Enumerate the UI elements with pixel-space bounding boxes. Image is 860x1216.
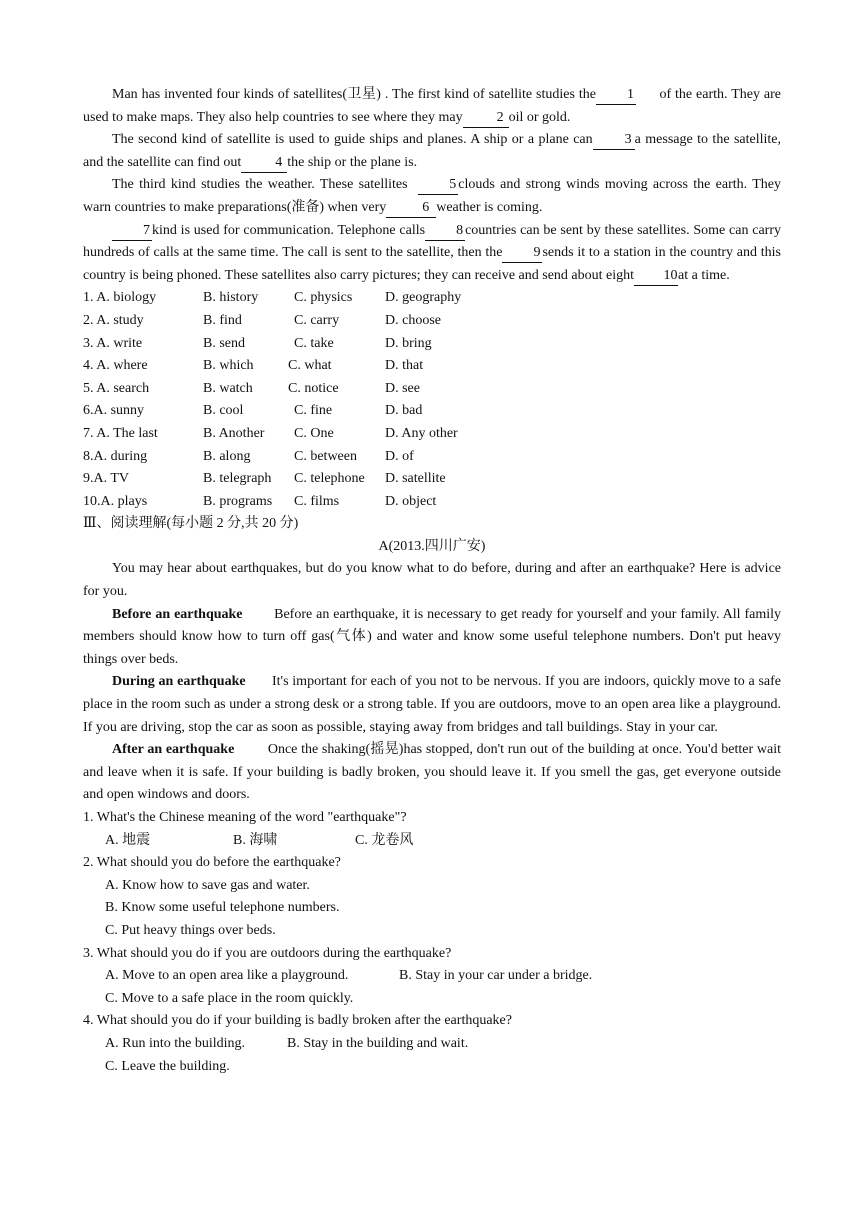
text: It's important for each of you not to be nervous. If you are indoors, quickly move to a safe place in the room such as under a strong desk or a strong table. If you are outdoors, move to an open area like a playground. If you are driving, stop the car as soon as possible, staying away from bridges and tall buildings. Stay in your car. — [83, 674, 781, 735]
text: Before an earthquake, it is necessary to get ready for yourself and your family. All family members should know how to turn off gas(气体) and water and know some useful telephone numbers. Don't put heavy things over beds. — [83, 606, 782, 667]
option-a: 4. A. where — [83, 358, 148, 374]
blank-9: 9 — [502, 244, 542, 263]
question-3: 3. What should you do if you are outdoors during the earthquake? — [83, 945, 452, 961]
answer-b: B. 海啸 — [233, 832, 278, 848]
option-a: 9.A. TV — [83, 471, 130, 487]
blank-6: 6 — [386, 199, 436, 218]
reading-intro: You may hear about earthquakes, but do you know what to do before, during and after an earthquake? Here is advice for you. — [83, 561, 781, 600]
option-row-8 — [83, 446, 781, 469]
option-c: C. take — [294, 335, 334, 351]
option-a: 1. A. biology — [83, 290, 157, 306]
option-row-7 — [83, 423, 781, 446]
option-d: D. see — [385, 380, 420, 396]
option-c: C. films — [294, 493, 340, 509]
text: Man has invented four kinds of satellites(卫星) . The first kind of satellite studies the — [112, 87, 596, 102]
option-a: 8.A. during — [83, 448, 148, 464]
passage-title: A(2013.四川广安) — [378, 538, 486, 554]
option-row-5 — [83, 378, 781, 401]
text: at a time. — [678, 267, 730, 283]
option-b: B. telegraph — [203, 471, 272, 487]
blank-1: 1 — [596, 86, 636, 105]
option-row-9 — [83, 468, 781, 491]
answer-b: B. Stay in your car under a bridge. — [399, 968, 593, 984]
text: a message to the satellite, and the satellite can find out — [83, 132, 781, 170]
option-c: C. notice — [288, 380, 339, 396]
option-b: B. cool — [203, 403, 244, 419]
option-a: 3. A. write — [83, 335, 143, 351]
subheading: During an earthquake — [112, 674, 246, 690]
option-row-2 — [83, 310, 781, 333]
cloze-paragraph-1 — [83, 84, 781, 129]
subheading: Before an earthquake — [112, 606, 243, 622]
blank-4: 4 — [241, 154, 287, 173]
option-d: D. object — [385, 493, 437, 509]
document-page — [83, 84, 781, 1078]
text: Once the shaking(摇晃)has stopped, don't run out of the building at once. You'd better wait and leave when it is safe. If your building is badly broken, you should leave it. If you smell the gas, get everyone outside and open windows and doors. — [83, 742, 781, 803]
cloze-paragraph-3 — [83, 174, 781, 219]
option-c: C. what — [288, 358, 332, 374]
answer-a: A. Know how to save gas and water. — [105, 877, 310, 893]
answer-a: A. 地震 — [105, 832, 151, 848]
subheading: After an earthquake — [112, 742, 235, 758]
text: oil or gold. — [508, 109, 571, 125]
text: kind is used for communication. Telephone calls — [152, 222, 426, 238]
blank-8: 8 — [425, 222, 465, 241]
question-4-answers — [105, 1033, 781, 1056]
option-b: B. programs — [203, 493, 273, 509]
option-c: C. physics — [294, 290, 353, 306]
blank-10: 10 — [634, 267, 678, 286]
answer-a: A. Run into the building. — [105, 1035, 245, 1051]
blank-3: 3 — [593, 131, 635, 150]
answer-c: C. Put heavy things over beds. — [105, 922, 276, 938]
option-c: C. One — [294, 425, 334, 441]
reading-paragraph-during — [83, 671, 781, 739]
option-row-6 — [83, 400, 781, 423]
text: The second kind of satellite is used to guide ships and planes. A ship or a plane can — [112, 132, 593, 148]
option-a: 5. A. search — [83, 380, 150, 396]
option-row-1 — [83, 287, 781, 310]
option-c: C. between — [294, 448, 357, 464]
option-d: D. that — [385, 358, 424, 374]
reading-paragraph-after — [83, 739, 781, 807]
option-d: D. choose — [385, 312, 441, 328]
blank-2: 2 — [463, 109, 509, 128]
answer-c: C. 龙卷风 — [355, 832, 414, 848]
text: The third kind studies the weather. These satellites — [112, 177, 408, 193]
option-a: 6.A. sunny — [83, 403, 145, 419]
option-a: 10.A. plays — [83, 493, 148, 509]
option-b: B. which — [203, 358, 254, 374]
answer-c: C. Move to a safe place in the room quickly. — [105, 990, 354, 1006]
option-row-4 — [83, 355, 781, 378]
option-b: B. along — [203, 448, 251, 464]
answer-c: C. Leave the building. — [105, 1058, 230, 1074]
text: sends it to a station in the country and this country is being phoned. These satellites also carry pictures; they can receive and send about eight — [83, 245, 781, 283]
blank-5: 5 — [418, 176, 458, 195]
answer-b: B. Know some useful telephone numbers. — [105, 900, 340, 916]
option-row-10 — [83, 491, 781, 514]
option-a: 7. A. The last — [83, 425, 158, 441]
option-row-3 — [83, 333, 781, 356]
blank-7: 7 — [112, 222, 152, 241]
answer-a: A. Move to an open area like a playground. — [105, 968, 349, 984]
question-3-answers — [105, 965, 781, 988]
option-c: C. carry — [294, 312, 340, 328]
cloze-paragraph-4 — [83, 220, 781, 288]
cloze-options — [83, 287, 781, 513]
option-d: D. of — [385, 448, 414, 464]
text: countries can be sent by these satellites. Some can carry hundreds of calls at the same time. The call is sent to the satellite, then the — [83, 222, 782, 261]
option-b: B. watch — [203, 380, 253, 396]
question-1: 1. What's the Chinese meaning of the word "earthquake"? — [83, 810, 407, 825]
cloze-paragraph-2 — [83, 129, 781, 174]
option-d: D. bad — [385, 403, 423, 419]
text: weather is coming. — [436, 199, 543, 215]
answer-b: B. Stay in the building and wait. — [287, 1035, 469, 1051]
question-2: 2. What should you do before the earthquake? — [83, 855, 341, 871]
text: clouds and strong winds moving across the earth. They warn countries to make preparations(准备) when very — [83, 177, 782, 215]
option-c: C. fine — [294, 403, 333, 419]
option-b: B. Another — [203, 425, 265, 441]
option-d: D. satellite — [385, 471, 446, 487]
option-a: 2. A. study — [83, 312, 144, 328]
option-d: D. bring — [385, 335, 432, 351]
option-d: D. Any other — [385, 425, 458, 441]
text: of the earth. They are used to make maps. They also help countries to see where they may — [83, 87, 781, 125]
question-1-answers — [105, 830, 781, 853]
option-b: B. history — [203, 290, 259, 306]
section-title: Ⅲ、阅读理解(每小题 2 分,共 20 分) — [83, 516, 299, 532]
question-4: 4. What should you do if your building is badly broken after the earthquake? — [83, 1013, 512, 1029]
option-c: C. telephone — [294, 471, 365, 487]
option-b: B. send — [203, 335, 245, 351]
option-d: D. geography — [385, 290, 462, 306]
reading-paragraph-before — [83, 604, 781, 672]
option-b: B. find — [203, 312, 242, 328]
text: the ship or the plane is. — [287, 154, 418, 170]
